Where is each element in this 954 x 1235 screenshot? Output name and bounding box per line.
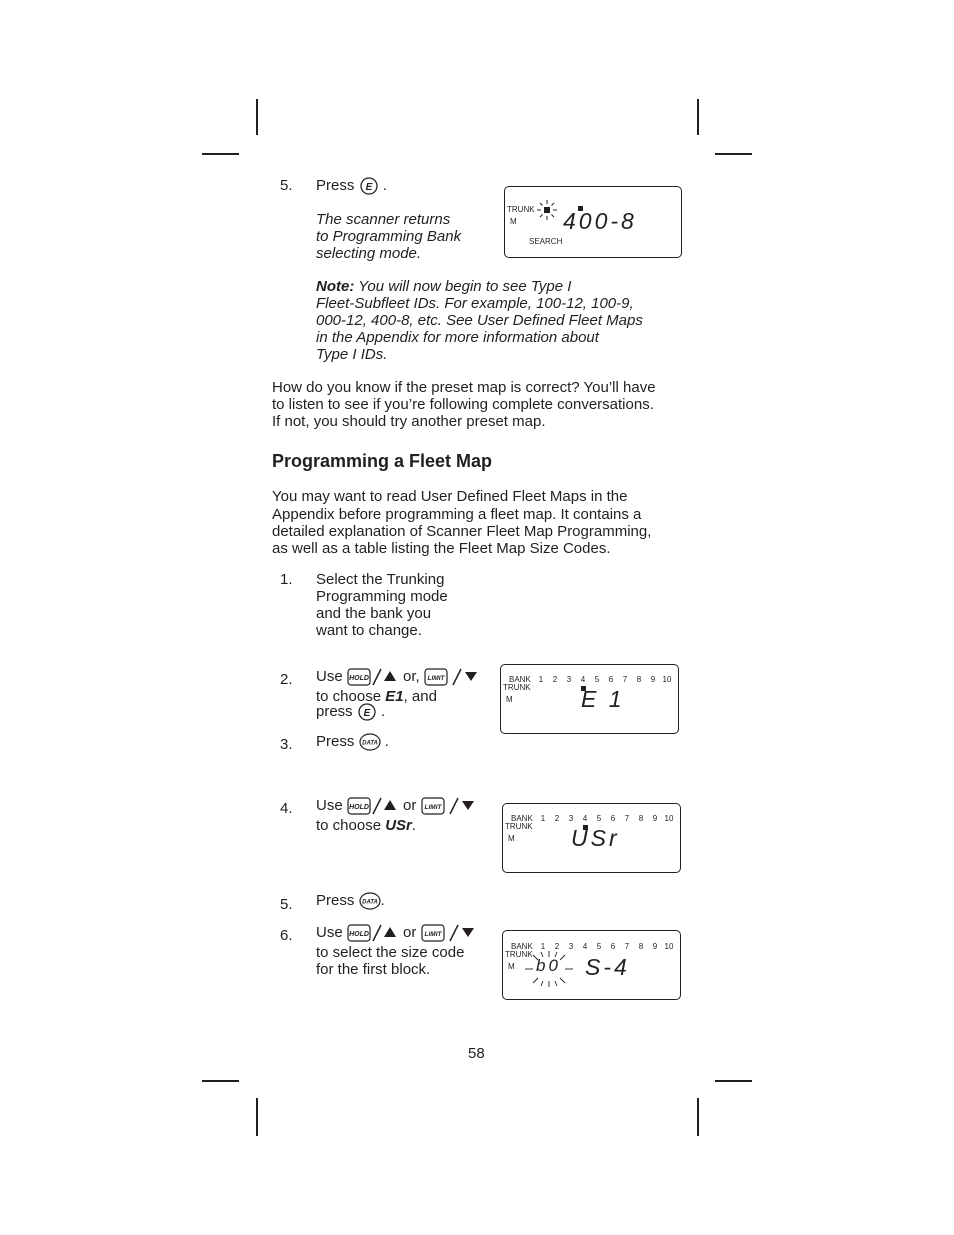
note-first-line <box>316 278 571 295</box>
step-text <box>316 733 389 751</box>
lcd-m-label: M <box>508 962 515 971</box>
note-line: in the Appendix for more information about <box>316 329 599 346</box>
bank-number: 7 <box>624 814 630 823</box>
lcd-size-code-digits: S-4 <box>585 954 630 980</box>
lcd-digits: E 1 <box>581 686 625 712</box>
svg-text:HOLD: HOLD <box>348 931 369 938</box>
bank-number: 10 <box>664 942 674 951</box>
svg-text:HOLD: HOLD <box>348 675 369 682</box>
to-choose-label: to choose <box>316 817 382 834</box>
bank-number: 4 <box>582 942 588 951</box>
limit-down-key-icon <box>424 667 480 687</box>
code-e1: E1 <box>385 688 404 705</box>
bank-number: 5 <box>596 814 602 823</box>
lcd-display-size-code <box>502 930 681 1000</box>
step-press-label: Press <box>316 177 355 194</box>
step-line: for the first block. <box>316 961 431 978</box>
step-number: 6. <box>280 927 293 944</box>
bank-number: 6 <box>610 814 616 823</box>
bank-number: 9 <box>652 814 658 823</box>
lcd-search-label: SEARCH <box>529 237 563 246</box>
step-dot: . <box>382 177 387 194</box>
paragraph-line: Appendix before programming a fleet map. It contains a <box>272 506 642 523</box>
paragraph-line: to listen to see if you’re following complete conversations. <box>272 396 654 413</box>
or-label: or <box>403 923 417 941</box>
note-line: Fleet-Subfleet IDs. For example, 100-12, 100-9, <box>316 295 634 312</box>
paragraph-line: You may want to read User Defined Fleet Maps in the <box>272 488 628 505</box>
step-note-line: The scanner returns <box>316 211 451 228</box>
step-line: and the bank you <box>316 605 432 622</box>
bank-number: 2 <box>552 675 558 684</box>
use-label: Use <box>316 667 343 685</box>
bank-number: 5 <box>596 942 602 951</box>
lcd-bank-label: BANK <box>509 675 531 684</box>
bank-number: 1 <box>540 942 546 951</box>
step-text <box>316 923 477 943</box>
lcd-bank-label: BANK <box>511 942 533 951</box>
step-line: Select the Trunking <box>316 571 445 588</box>
step-line: Programming mode <box>316 588 448 605</box>
section-heading: Programming a Fleet Map <box>272 451 493 471</box>
lcd-m-label: M <box>508 834 515 843</box>
bank-number: 4 <box>580 675 586 684</box>
lcd-trunk-label: TRUNK <box>503 683 531 692</box>
lcd-trunk-label: TRUNK <box>505 950 533 959</box>
step-number: 2. <box>280 671 293 688</box>
step-dot: . <box>381 703 386 720</box>
paragraph-line: How do you know if the preset map is correct? You’ll have <box>272 379 656 396</box>
crop-mark <box>715 153 752 155</box>
and-label: , and <box>403 688 437 705</box>
crop-mark <box>715 1080 752 1082</box>
step-note-line: selecting mode. <box>316 245 422 262</box>
bank-number: 1 <box>540 814 546 823</box>
lcd-bank-numbers <box>534 675 674 684</box>
use-label: Use <box>316 796 343 814</box>
bank-number: 2 <box>554 814 560 823</box>
data-key-icon <box>359 892 381 910</box>
crop-mark <box>697 1098 699 1136</box>
bank-number: 8 <box>636 675 642 684</box>
e-key-icon <box>359 177 379 195</box>
e-key-icon <box>357 703 377 721</box>
lcd-display-400-8 <box>504 186 682 258</box>
paragraph-line: as well as a table listing the Fleet Map Size Codes. <box>272 540 611 557</box>
hold-up-key-icon <box>347 667 399 687</box>
step-dot: . <box>384 733 389 750</box>
lcd-bank-numbers <box>536 814 676 823</box>
lcd-m-label: M <box>506 695 513 704</box>
bank-number: 2 <box>554 942 560 951</box>
lcd-trunk-label: TRUNK <box>505 822 533 831</box>
bank-number: 9 <box>652 942 658 951</box>
step-number: 4. <box>280 800 293 817</box>
crop-mark <box>256 99 258 135</box>
or-label: or, <box>403 667 420 685</box>
note-line: 000-12, 400-8, etc. See User Defined Fleet Maps <box>316 312 643 329</box>
step-number: 3. <box>280 736 293 753</box>
lcd-digits: USr <box>571 825 620 851</box>
hold-up-key-icon <box>347 796 399 816</box>
note-text: You will now begin to see Type I <box>358 278 572 295</box>
step-text <box>316 703 385 721</box>
lcd-bank-numbers <box>536 942 676 951</box>
step-dot: . <box>411 817 417 834</box>
bank-number: 8 <box>638 942 644 951</box>
data-key-icon <box>359 733 381 751</box>
step-text <box>316 667 480 687</box>
paragraph-line: If not, you should try another preset map. <box>272 413 546 430</box>
bank-number: 8 <box>638 814 644 823</box>
bank-number: 9 <box>650 675 656 684</box>
bank-number: 3 <box>568 942 574 951</box>
step-text <box>316 177 387 195</box>
bank-number: 7 <box>622 675 628 684</box>
svg-text:LIMIT: LIMIT <box>427 675 445 682</box>
svg-text:DATA: DATA <box>361 740 378 747</box>
note-line: Type I IDs. <box>316 346 388 363</box>
bank-number: 7 <box>624 942 630 951</box>
crop-mark <box>202 1080 239 1082</box>
note-label: Note: <box>316 278 355 295</box>
lcd-display-usr <box>502 803 681 873</box>
lcd-display-e1 <box>500 664 679 734</box>
limit-down-key-icon <box>421 923 477 943</box>
step-number: 5. <box>280 177 293 194</box>
lcd-trunk-label: TRUNK <box>507 205 535 214</box>
svg-text:E: E <box>365 182 372 194</box>
svg-text:DATA: DATA <box>361 899 378 906</box>
svg-text:LIMIT: LIMIT <box>424 931 442 938</box>
press-label: Press <box>316 892 355 909</box>
hold-up-key-icon <box>347 923 399 943</box>
bank-number: 5 <box>594 675 600 684</box>
step-text <box>316 892 385 910</box>
bank-number: 6 <box>610 942 616 951</box>
step-line: want to change. <box>316 622 422 639</box>
limit-down-key-icon <box>421 796 477 816</box>
bank-number: 3 <box>566 675 572 684</box>
step-note-line: to Programming Bank <box>316 228 462 245</box>
bank-number: 1 <box>538 675 544 684</box>
bank-number: 6 <box>608 675 614 684</box>
blink-indicator-icon <box>537 200 557 220</box>
or-label: or <box>403 796 417 814</box>
lcd-bank-label: BANK <box>511 814 533 823</box>
svg-text:HOLD: HOLD <box>348 804 369 811</box>
lcd-digits: 400-8 <box>563 208 637 234</box>
step-dot: . <box>380 892 385 909</box>
use-label: Use <box>316 923 343 941</box>
crop-mark <box>256 1098 258 1136</box>
bank-number: 10 <box>662 675 672 684</box>
bank-number: 4 <box>582 814 588 823</box>
svg-text:E: E <box>363 708 371 720</box>
step-text <box>316 817 416 834</box>
crop-mark <box>202 153 239 155</box>
bank-number: 10 <box>664 814 674 823</box>
code-usr: USr <box>385 817 412 834</box>
step-number: 1. <box>280 571 293 588</box>
step-number: 5. <box>280 896 293 913</box>
lcd-m-label: M <box>510 217 517 226</box>
press-label: press <box>316 703 353 720</box>
step-line: to select the size code <box>316 944 465 961</box>
page-number: 58 <box>468 1045 485 1062</box>
svg-text:LIMIT: LIMIT <box>424 804 442 811</box>
bank-number: 3 <box>568 814 574 823</box>
step-text <box>316 796 477 816</box>
press-label: Press <box>316 733 355 750</box>
to-choose-label: to choose <box>316 688 382 705</box>
paragraph-line: detailed explanation of Scanner Fleet Map Programming, <box>272 523 652 540</box>
lcd-blinking-digits: b0 <box>536 956 561 975</box>
crop-mark <box>697 99 699 135</box>
